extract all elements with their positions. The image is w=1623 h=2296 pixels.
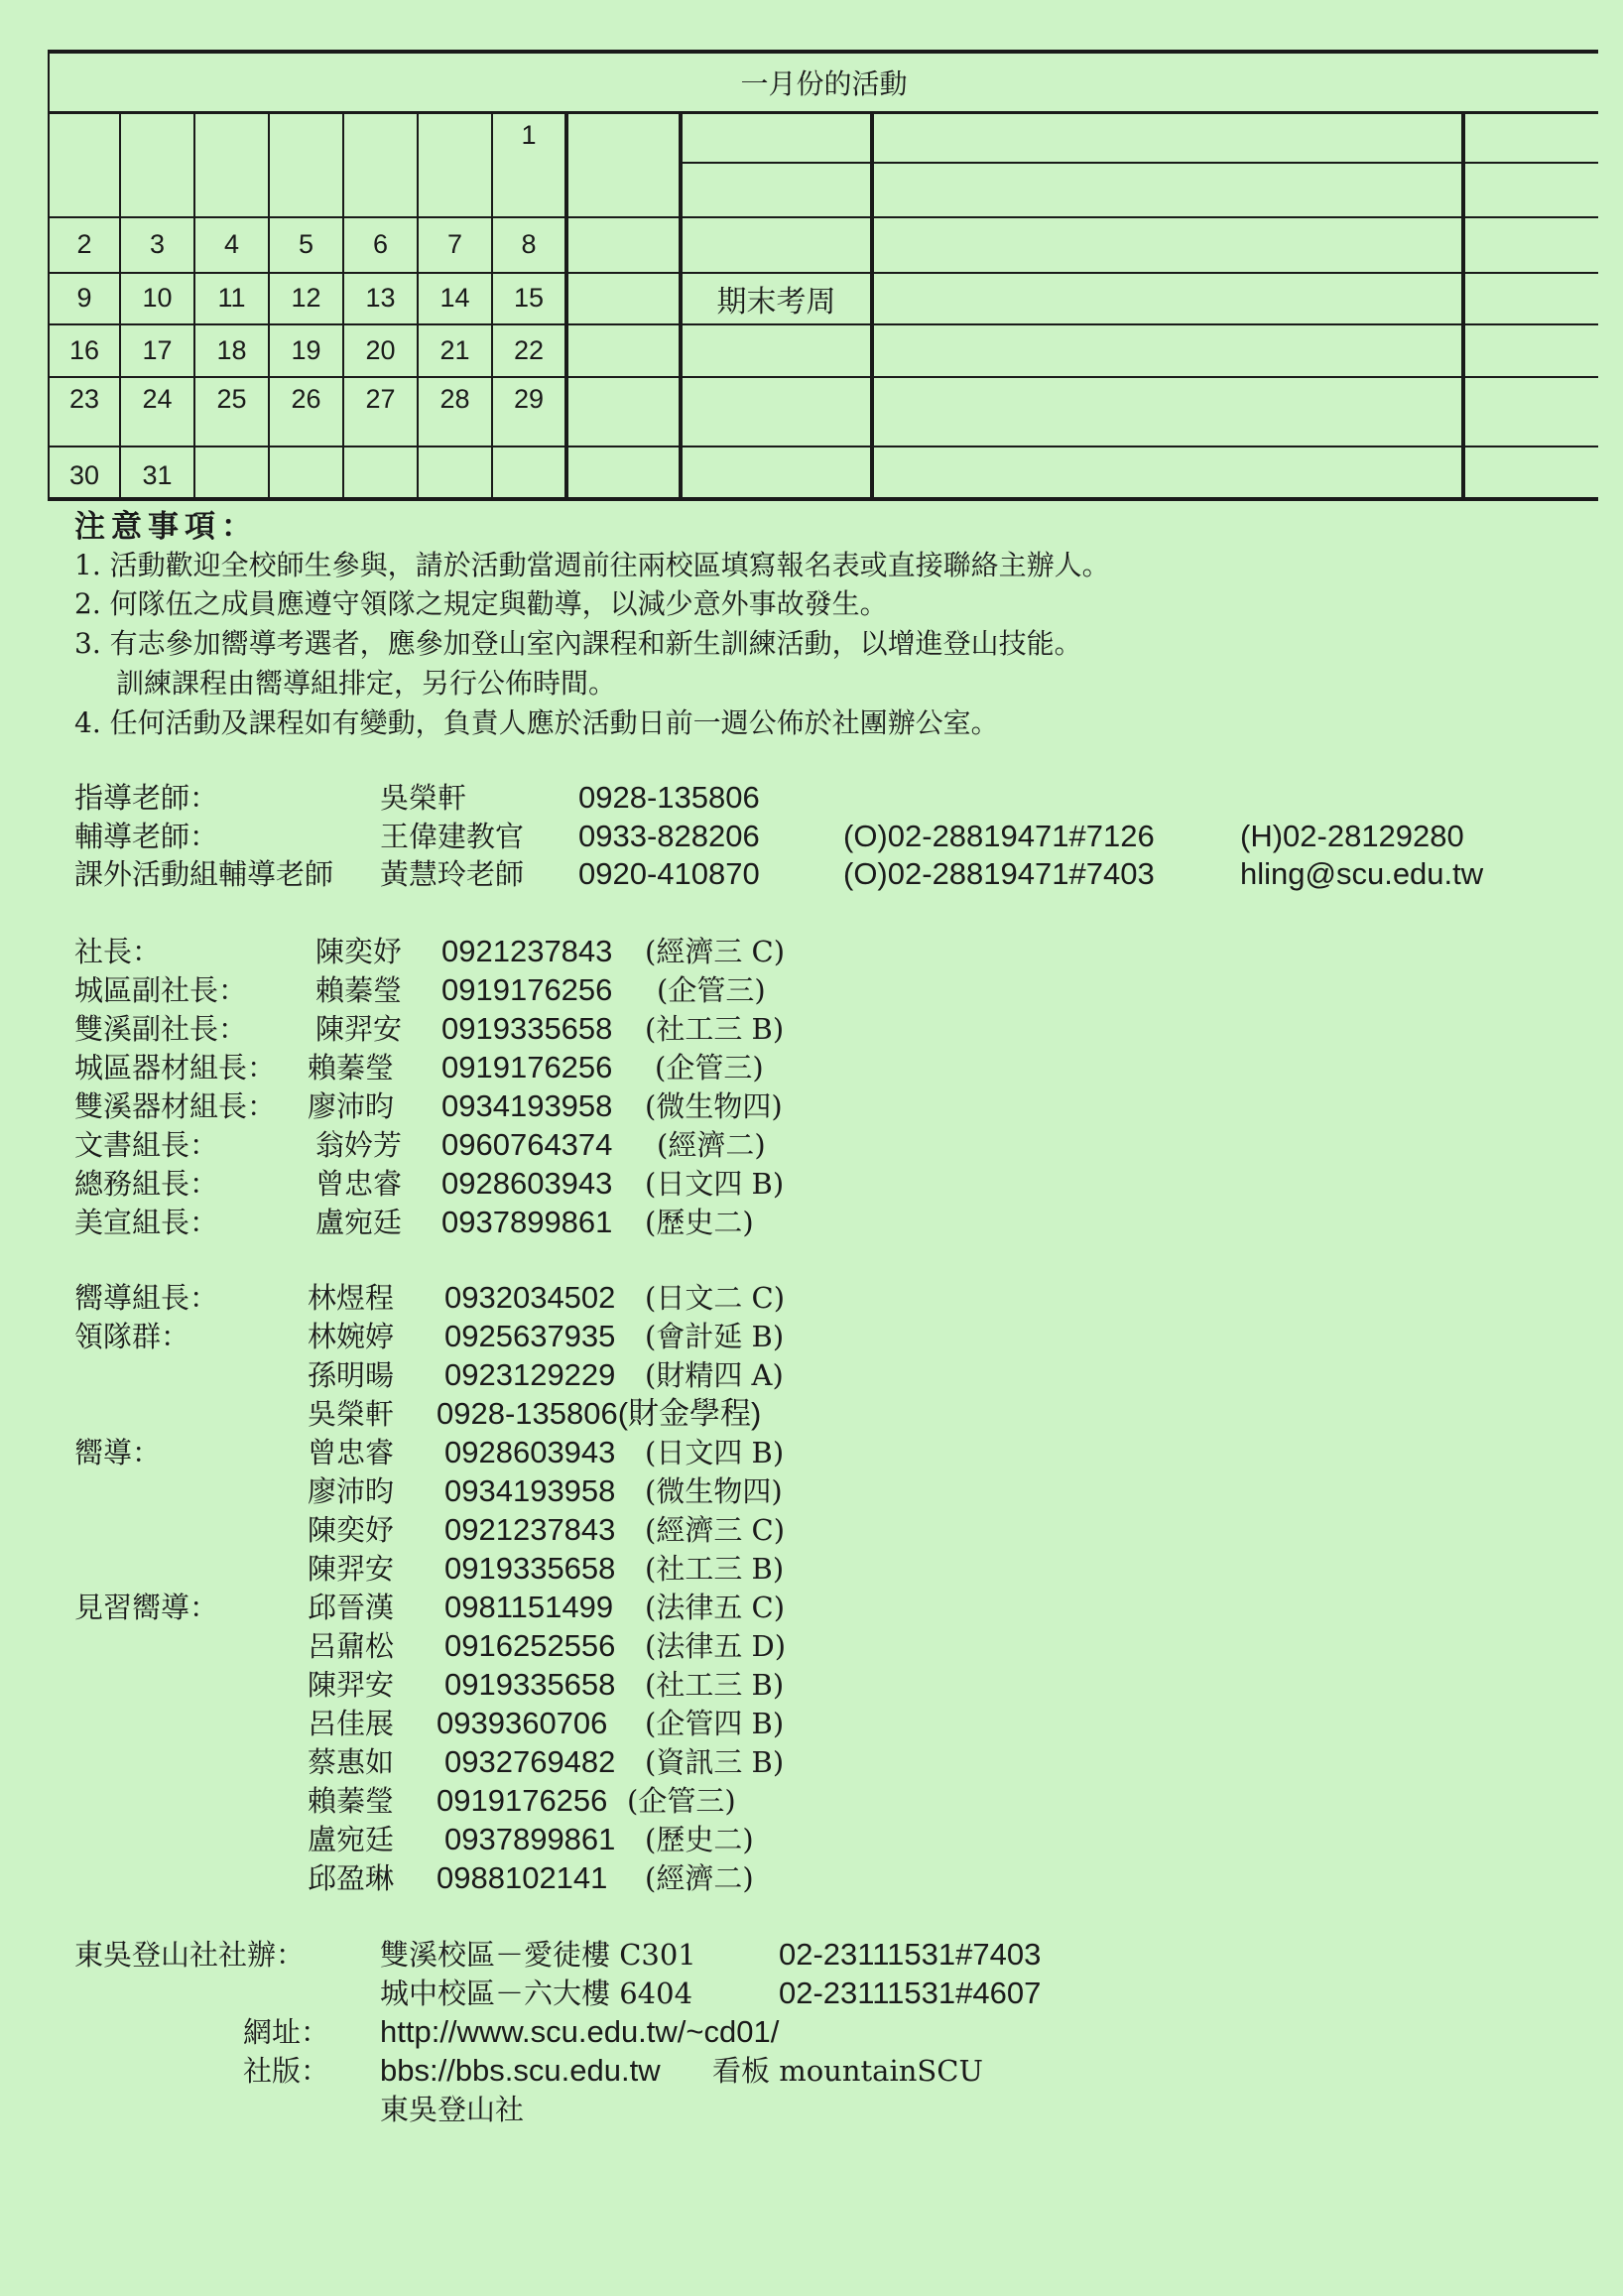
day-cell: 6: [343, 217, 418, 273]
event-cell: [681, 377, 872, 447]
guide-dept: (法律五 C): [645, 1591, 786, 1624]
detail-cell: [872, 112, 1463, 163]
day-cell: 22: [492, 324, 566, 377]
advisor-role: 指導老師：: [74, 781, 219, 815]
advisor-email: hling@scu.edu.tw: [1240, 856, 1484, 891]
officer-row: [0, 1087, 1623, 1125]
day-cell: 17: [120, 324, 194, 377]
date-cell: [566, 377, 681, 447]
notes-title: 注意事項：: [74, 509, 258, 545]
guide-phone: 0932769482: [444, 1744, 616, 1779]
guide-row: [0, 1550, 1623, 1588]
guide-name: 邱盈琳: [308, 1861, 395, 1895]
officer-dept: (經濟二): [657, 1128, 766, 1162]
guide-dept: (日文四 B): [645, 1436, 785, 1469]
guide-row: [0, 1589, 1623, 1626]
day-cell: 2: [49, 217, 120, 273]
guide-name: 陳奕妤: [308, 1513, 395, 1547]
officer-phone: 0919176256: [441, 1050, 613, 1084]
detail-cell: [872, 377, 1463, 447]
guide-name: 林婉婷: [308, 1320, 395, 1353]
advisor-name: 王偉建教官: [380, 820, 525, 853]
officer-role: 美宣組長：: [74, 1206, 219, 1239]
day-cell: 8: [492, 217, 566, 273]
officer-dept: (經濟三 C): [645, 935, 786, 968]
office-label: 東吳登山社社辦：: [74, 1938, 306, 1972]
event-cell: [681, 163, 872, 218]
activity-calendar: [48, 50, 1598, 501]
guide-phone: 0981151499: [444, 1590, 614, 1624]
officer-row: [0, 1204, 1623, 1241]
officer-phone: 0919335658: [441, 1011, 613, 1046]
officer-phone: 0921237843: [441, 934, 613, 968]
guide-row: [0, 1821, 1623, 1858]
bbs-board: 看板 mountainSCU: [712, 2054, 983, 2088]
day-cell: 28: [418, 377, 492, 447]
note-cell: [1463, 217, 1598, 273]
guide-phone: 0928603943: [444, 1435, 616, 1469]
note-cell: [1463, 446, 1598, 499]
guide-row: [0, 1743, 1623, 1781]
date-cell: [566, 446, 681, 499]
guide-row: [0, 1434, 1623, 1471]
guide-name: 邱晉漢: [308, 1591, 395, 1624]
detail-cell: [872, 446, 1463, 499]
officer-row: [0, 933, 1623, 970]
officer-row: [0, 1010, 1623, 1048]
date-cell: [566, 217, 681, 273]
guide-name: 呂鼐松: [308, 1629, 395, 1663]
guide-row: [0, 1859, 1623, 1897]
guide-phone: 0921237843: [444, 1512, 616, 1547]
officer-dept: (微生物四): [645, 1089, 783, 1123]
date-cell: [566, 112, 681, 217]
day-cell: 5: [269, 217, 343, 273]
event-cell: [681, 446, 872, 499]
guide-dept: (企管四 B): [645, 1707, 785, 1740]
guide-phone: 0919335658: [444, 1551, 616, 1586]
guide-row: [0, 1666, 1623, 1704]
day-cell: 11: [194, 273, 269, 325]
officer-phone: 0934193958: [441, 1088, 613, 1123]
note-item: 4. 任何活動及課程如有變動，負責人應於活動日前一週公佈於社團辦公室。: [74, 706, 999, 739]
day-cell: [269, 112, 343, 217]
office-row: [0, 1936, 1623, 1974]
advisor-office-phone: (O)02-28819471#7403: [843, 856, 1155, 891]
officer-role: 總務組長：: [74, 1167, 219, 1201]
note-cell: [1463, 273, 1598, 325]
website-link[interactable]: http://www.scu.edu.tw/~cd01/: [380, 2014, 780, 2049]
day-cell: 12: [269, 273, 343, 325]
guide-phone: 0919176256: [437, 1783, 608, 1818]
guide-dept: (經濟二): [645, 1861, 754, 1895]
guide-name: 廖沛昀: [308, 1474, 395, 1508]
office-phone: 02-23111531#4607: [779, 1976, 1042, 2010]
detail-cell: [872, 217, 1463, 273]
advisor-role: 輔導老師：: [74, 820, 219, 853]
day-cell: [194, 112, 269, 217]
day-cell: 30: [49, 446, 120, 499]
bbs-row: [0, 2052, 1623, 2090]
advisor-home-phone: (H)02-28129280: [1240, 819, 1464, 853]
officer-name: 翁妗芳: [315, 1128, 403, 1162]
guide-name: 陳羿安: [308, 1668, 395, 1702]
note-cell: [1463, 324, 1598, 377]
detail-cell: [872, 273, 1463, 325]
guide-name: 孫明暘: [308, 1358, 395, 1392]
day-cell: 9: [49, 273, 120, 325]
guide-dept: (社工三 B): [645, 1552, 785, 1586]
event-cell-exam-week: 期末考周: [681, 273, 872, 325]
guide-phone: 0932034502: [444, 1280, 616, 1315]
club-name: 東吳登山社: [380, 2093, 525, 2126]
advisor-row: [0, 855, 1623, 893]
guide-phone: 0916252556: [444, 1628, 616, 1663]
day-cell: 31: [120, 446, 194, 499]
day-cell: [343, 446, 418, 499]
officer-dept: (企管三): [657, 973, 766, 1007]
officer-row: [0, 1126, 1623, 1164]
note-cell: [1463, 377, 1598, 447]
guide-phone: 0937899861: [444, 1822, 616, 1856]
day-cell: [49, 112, 120, 217]
guide-row: [0, 1627, 1623, 1665]
officer-role: 雙溪器材組長：: [74, 1089, 277, 1123]
guide-name: 陳羿安: [308, 1552, 395, 1586]
day-cell: [343, 112, 418, 217]
event-cell: [681, 324, 872, 377]
officer-row: [0, 1165, 1623, 1203]
guide-name: 蔡惠如: [308, 1745, 395, 1779]
guide-name: 賴蓁瑩: [308, 1784, 395, 1818]
guide-row: [0, 1782, 1623, 1820]
officer-dept: (企管三): [655, 1051, 764, 1084]
office-campus: 雙溪校區－愛徒樓 C301: [380, 1938, 696, 1972]
officer-role: 城區器材組長：: [74, 1051, 277, 1084]
guide-dept: (微生物四): [645, 1474, 783, 1508]
day-cell: 26: [269, 377, 343, 447]
day-cell: [492, 446, 566, 499]
day-cell: [120, 112, 194, 217]
day-cell: 10: [120, 273, 194, 325]
guide-dept: (經濟三 C): [645, 1513, 786, 1547]
guide-name: 曾忠睿: [308, 1436, 395, 1469]
day-cell: [418, 446, 492, 499]
guide-phone: 0925637935: [444, 1319, 616, 1353]
officer-phone: 0928603943: [441, 1166, 613, 1201]
day-cell: 23: [49, 377, 120, 447]
guide-row: [0, 1318, 1623, 1355]
officer-name: 陳奕妤: [315, 935, 403, 968]
advisor-phone: 0920-410870: [578, 856, 760, 891]
day-cell: 14: [418, 273, 492, 325]
calendar-title: 一月份的活動: [49, 52, 1598, 112]
note-cell: [1463, 112, 1598, 163]
note-cell: [1463, 163, 1598, 218]
advisor-role: 課外活動組輔導老師: [74, 857, 334, 891]
officer-name: 盧宛廷: [315, 1206, 403, 1239]
day-cell: [269, 446, 343, 499]
day-cell: [194, 446, 269, 499]
note-item-continued: 訓練課程由嚮導組排定，另行公佈時間。: [116, 667, 617, 700]
officer-phone: 0919176256: [441, 972, 613, 1007]
guide-name: 林煜程: [308, 1281, 395, 1315]
day-cell: 15: [492, 273, 566, 325]
guide-dept: (歷史二): [645, 1823, 754, 1856]
officer-phone: 0937899861: [441, 1205, 613, 1239]
day-cell: 19: [269, 324, 343, 377]
advisor-phone: 0928-135806: [578, 780, 760, 815]
note-item: 3. 有志參加嚮導考選者，應參加登山室內課程和新生訓練活動，以增進登山技能。: [74, 627, 1082, 660]
website-label: 網址：: [243, 2015, 330, 2049]
guide-name: 呂佳展: [308, 1707, 395, 1740]
club-name-row: [0, 2091, 1623, 2128]
officer-row: [0, 1049, 1623, 1086]
advisor-row: [0, 818, 1623, 855]
day-cell: 29: [492, 377, 566, 447]
officer-role: 文書組長：: [74, 1128, 219, 1162]
officer-phone: 0960764374: [441, 1127, 613, 1162]
advisor-phone: 0933-828206: [578, 819, 760, 853]
day-cell: [418, 112, 492, 217]
advisor-office-phone: (O)02-28819471#7126: [843, 819, 1155, 853]
day-cell: 7: [418, 217, 492, 273]
guide-phone: 0934193958: [444, 1473, 616, 1508]
note-item: 1. 活動歡迎全校師生參與，請於活動當週前往兩校區填寫報名表或直接聯絡主辦人。: [74, 549, 1110, 581]
officer-role: 城區副社長：: [74, 973, 248, 1007]
date-cell: [566, 273, 681, 325]
guide-dept: (會計延 B): [645, 1320, 785, 1353]
day-cell: 1: [492, 112, 566, 217]
guide-row: [0, 1395, 1623, 1433]
guide-row: [0, 1705, 1623, 1742]
day-cell: 21: [418, 324, 492, 377]
advisor-row: [0, 779, 1623, 817]
detail-cell: [872, 324, 1463, 377]
guide-phone: 0939360706: [437, 1706, 608, 1740]
guide-name: 吳榮軒: [308, 1397, 395, 1431]
note-item: 2. 何隊伍之成員應遵守領隊之規定與勸導，以減少意外事故發生。: [74, 587, 888, 620]
officer-role: 社長：: [74, 935, 162, 968]
guide-dept: (財精四 A): [645, 1358, 784, 1392]
officer-name: 廖沛昀: [308, 1089, 395, 1123]
day-cell: 27: [343, 377, 418, 447]
guide-dept: (企管三): [627, 1784, 736, 1818]
day-cell: 3: [120, 217, 194, 273]
day-cell: 18: [194, 324, 269, 377]
guide-role: 領隊群：: [74, 1320, 190, 1353]
guide-phone: 0923129229: [444, 1357, 616, 1392]
guide-row: [0, 1511, 1623, 1549]
guide-row: [0, 1472, 1623, 1510]
guide-role: 嚮導組長：: [74, 1281, 219, 1315]
officer-name: 賴蓁瑩: [315, 973, 403, 1007]
bbs-link[interactable]: bbs://bbs.scu.edu.tw: [380, 2053, 661, 2088]
guide-dept: (法律五 D): [645, 1629, 787, 1663]
officer-name: 賴蓁瑩: [308, 1051, 395, 1084]
guide-phone: 0988102141: [437, 1860, 608, 1895]
guide-row: [0, 1356, 1623, 1394]
guide-phone: 0928-135806(財金學程): [437, 1396, 762, 1431]
advisor-name: 吳榮軒: [380, 781, 467, 815]
event-cell: [681, 112, 872, 163]
officer-row: [0, 971, 1623, 1009]
officer-role: 雙溪副社長：: [74, 1012, 248, 1046]
guide-phone: 0919335658: [444, 1667, 616, 1702]
date-cell: [566, 324, 681, 377]
day-cell: 20: [343, 324, 418, 377]
day-cell: 24: [120, 377, 194, 447]
event-cell: [681, 217, 872, 273]
officer-dept: (日文四 B): [645, 1167, 785, 1201]
day-cell: 16: [49, 324, 120, 377]
advisor-name: 黃慧玲老師: [380, 857, 525, 891]
office-campus: 城中校區－六大樓 6404: [380, 1977, 693, 2010]
guide-role: 嚮導：: [74, 1436, 162, 1469]
officer-name: 曾忠睿: [315, 1167, 403, 1201]
guide-dept: (社工三 B): [645, 1668, 785, 1702]
guide-dept: (資訊三 B): [645, 1745, 785, 1779]
officer-dept: (歷史二): [645, 1206, 754, 1239]
website-row: [0, 2013, 1623, 2051]
guide-name: 盧宛廷: [308, 1823, 395, 1856]
day-cell: 13: [343, 273, 418, 325]
bbs-label: 社版：: [243, 2054, 330, 2088]
day-cell: 25: [194, 377, 269, 447]
office-row: [0, 1975, 1623, 2012]
office-phone: 02-23111531#7403: [779, 1937, 1042, 1972]
day-cell: 4: [194, 217, 269, 273]
detail-cell: [872, 163, 1463, 218]
guide-row: [0, 1279, 1623, 1317]
guide-role: 見習嚮導：: [74, 1591, 219, 1624]
officer-name: 陳羿安: [315, 1012, 403, 1046]
guide-dept: (日文二 C): [645, 1281, 786, 1315]
officer-dept: (社工三 B): [645, 1012, 785, 1046]
